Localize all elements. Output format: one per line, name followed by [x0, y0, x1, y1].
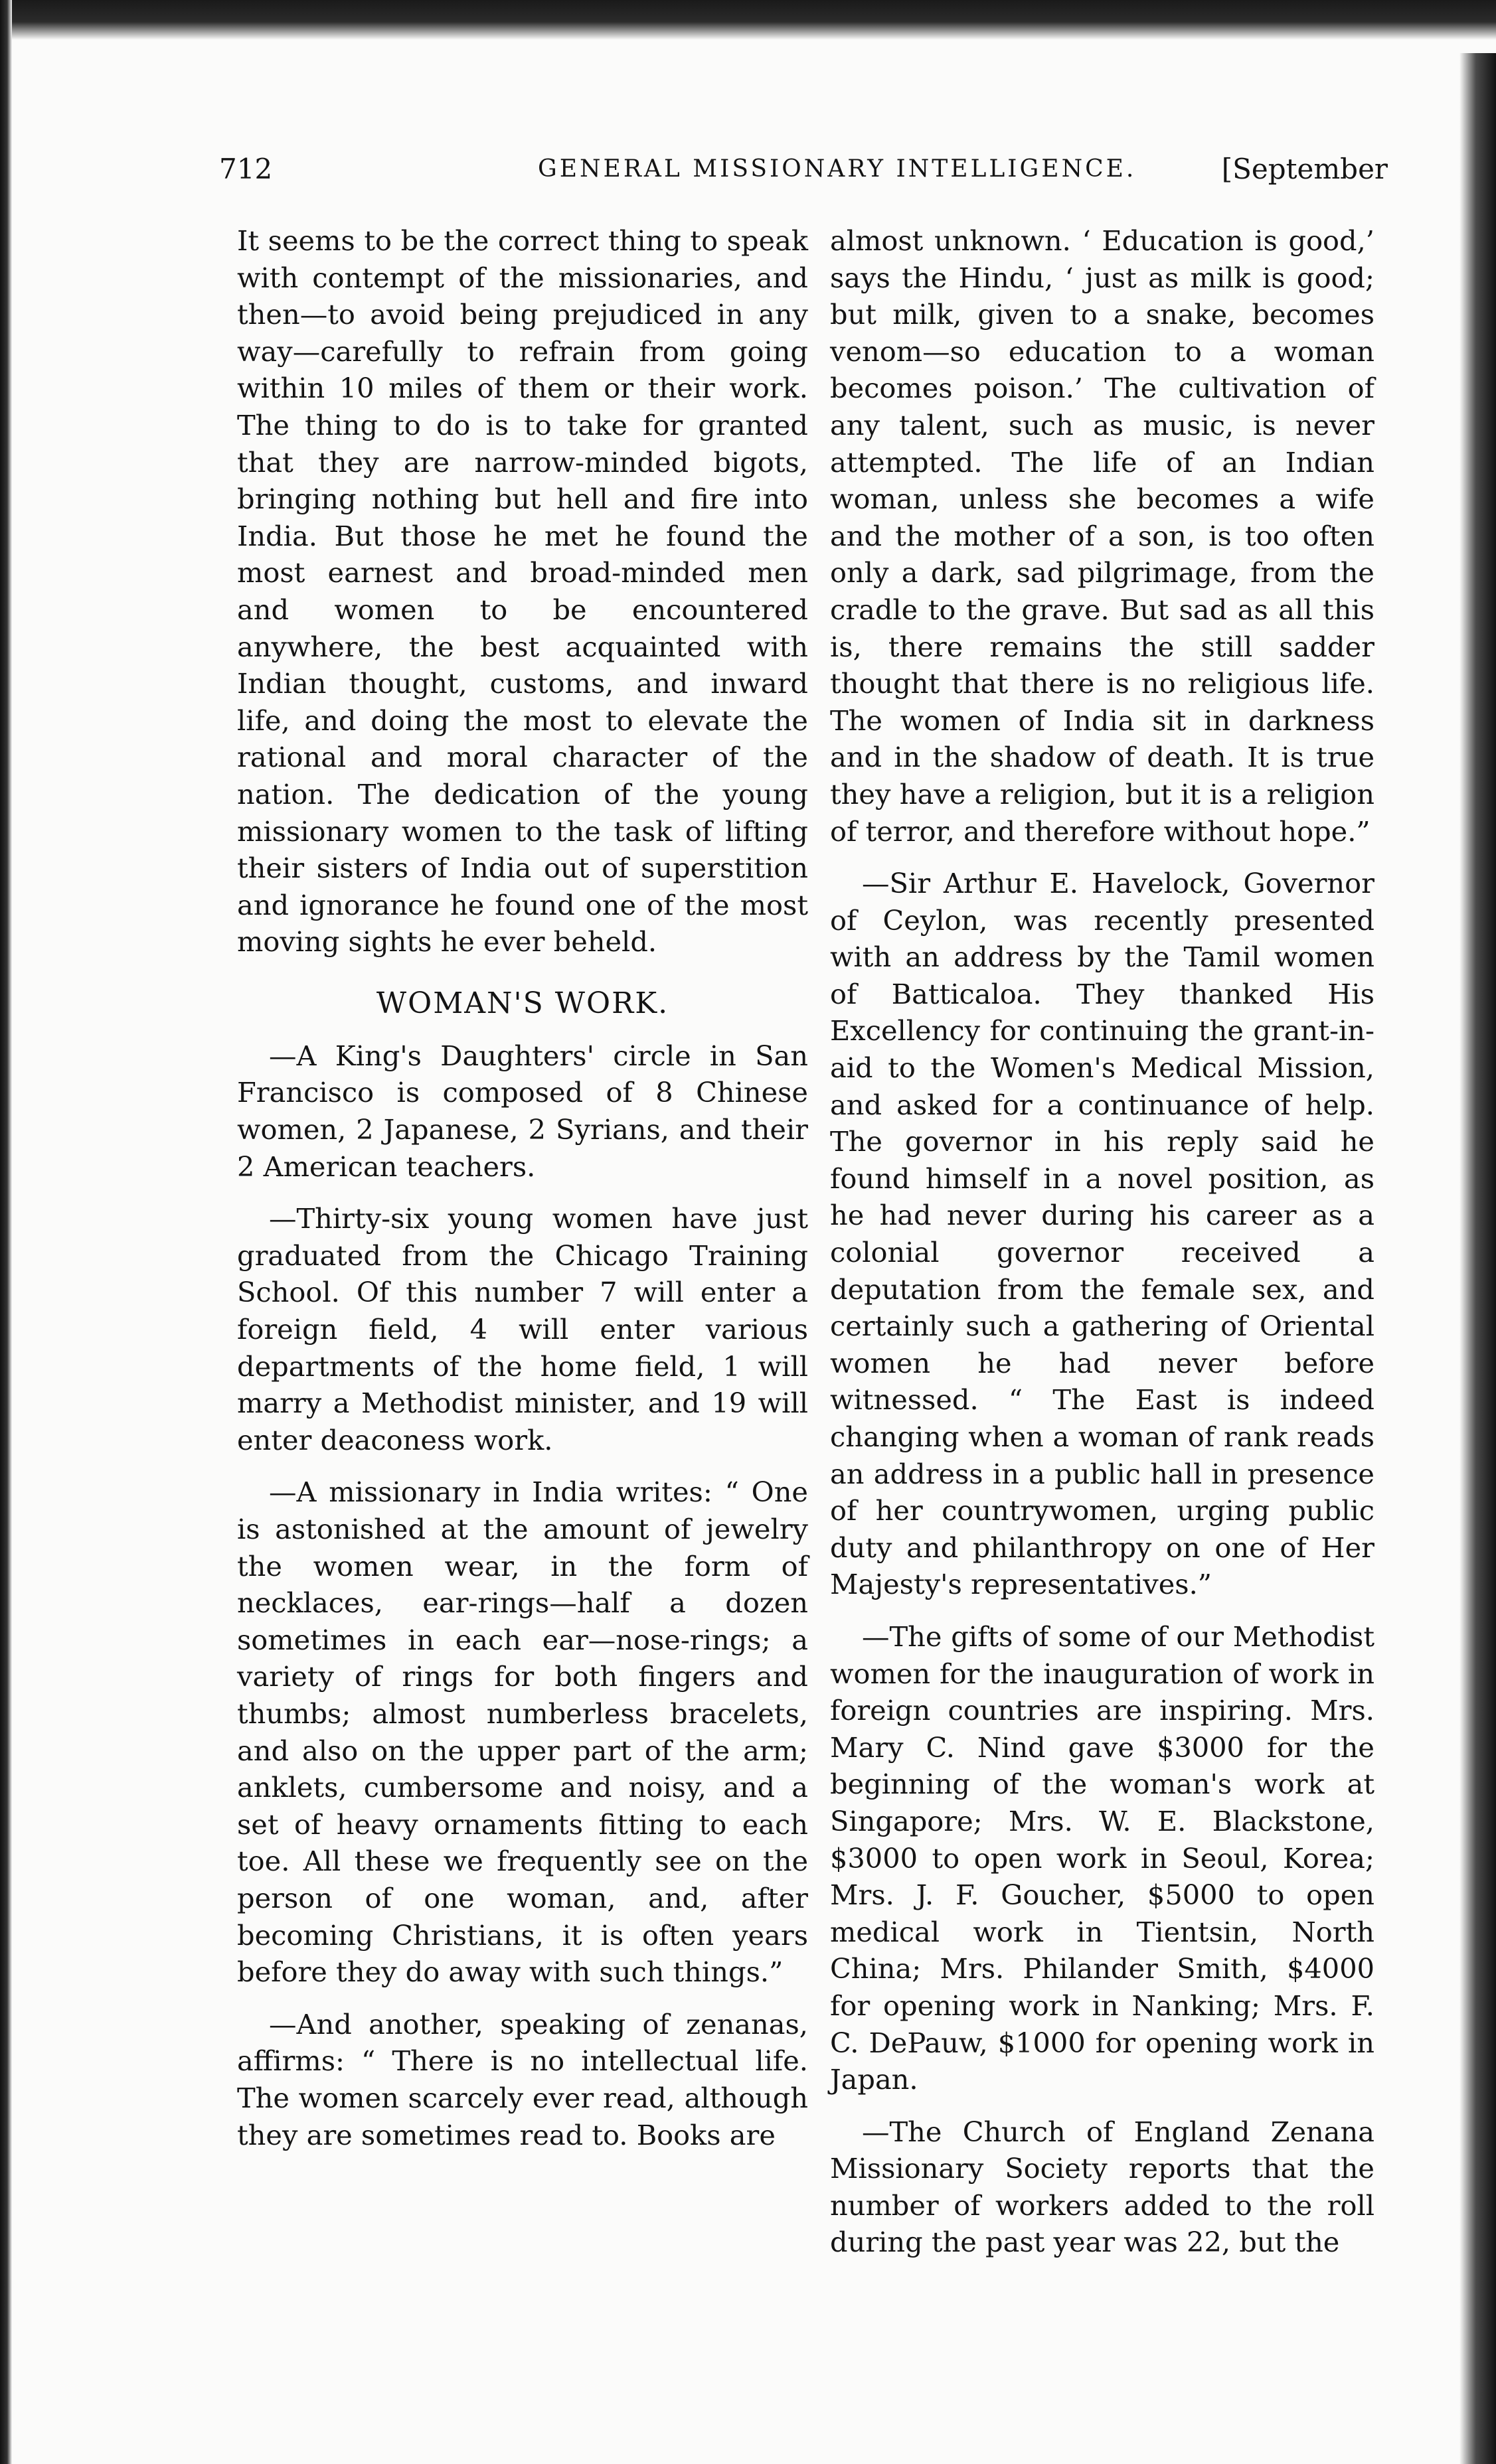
running-header	[219, 146, 1388, 193]
scan-shadow-left	[0, 0, 12, 2464]
running-title: GENERAL MISSIONARY INTELLIGENCE.	[538, 155, 1137, 183]
left-column	[237, 222, 808, 2169]
paragraph-zenanas: —And another, speaking of zenanas, affirms: “ There is no intellectual life. The women scarcely ever read, although they are sometimes read to. Books are	[237, 2007, 808, 2151]
right-column	[830, 222, 1374, 2276]
scan-shadow-top	[0, 0, 1496, 40]
paragraph-zenana-society: —The Church of England Zenana Missionary Society reports that the number of workers added to the roll during the past year was 22, but the	[830, 2115, 1374, 2259]
paragraph-jewelry: —A missionary in India writes: “ One is astonished at the amount of jewelry the women wear, in the form of necklaces, ear-rings—half a dozen sometimes in each ear—nose-rings; a variety of rings for both fingers and thumbs; almost numberless bracelets, and also on the upper part of the arm; anklets, cumbersome and noisy, and a set of heavy ornaments fitting to each toe. All these we frequently see on the person of one woman, and, after becoming Christians, it is often years before they do away with such things.”	[237, 1476, 808, 1989]
paragraph-zenanas-continued: almost unknown. ‘ Education is good,’ says the Hindu, ‘ just as milk is good; but milk, given to a snake, becomes venom—so education to a woman becomes poison.’ The cultivation of any talent, such as music, is never attempted. The life of an Indian woman, unless she becomes a wife and the mother of a son, is too often only a dark, sad pilgrimage, from the cradle to the grave. But sad as all this is, there remains the still sadder thought that there is no religious life. The women of India sit in darkness and in the shadow of death. It is true they have a religion, but it is a religion of terror, and therefore without hope.”	[830, 224, 1374, 848]
scan-shadow-right	[1459, 53, 1496, 2464]
page-number: 712	[219, 153, 273, 185]
paragraph-havelock: —Sir Arthur E. Havelock, Governor of Ceylon, was recently presented with an address by the Tamil women of Batticaloa. They thanked His Excellency for continuing the grant-in-aid to the Women's Medical Mission, and asked for a continuance of help. The governor in his reply said he found himself in a novel position, as he had never during his career as a colonial governor received a deputation from the female sex, and certainly such a gathering of Oriental women he had never before witnessed. “ The East is indeed changing when a woman of rank reads an address in a public hall in presence of her countrywomen, urging public duty and philanthropy on one of Her Majesty's representatives.”	[830, 867, 1374, 1601]
paragraph-intro: It seems to be the correct thing to speak with contempt of the missionaries, and then—to avoid being prejudiced in any way—carefully to refrain from going within 10 miles of them or their work. The thing to do is to take for granted that they are narrow-minded bigots, bringing nothing but hell and fire into India. But those he met he found the most earnest and broad-minded men and women to be encountered anywhere, the best acquainted with Indian thought, customs, and inward life, and doing the most to elevate the rational and moral character of the nation. The dedication of the young missionary women to the task of lifting their sisters of India out of superstition and ignorance he found one of the most moving sights he ever beheld.	[237, 224, 808, 959]
paragraph-methodist-gifts: —The gifts of some of our Methodist women for the inauguration of work in foreign countries are inspiring. Mrs. Mary C. Nind gave $3000 for the beginning of the woman's work at Singapore; Mrs. W. E. Blackstone, $3000 to open work in Seoul, Korea; Mrs. J. F. Goucher, $5000 to open medical work in Tientsin, North China; Mrs. Philander Smith, $4000 for opening work in Nanking; Mrs. F. C. DePauw, $1000 for opening work in Japan.	[830, 1620, 1374, 2096]
paragraph-chicago-training-school: —Thirty-six young women have just graduated from the Chicago Training School. Of this number 7 will enter a foreign field, 4 will enter various departments of the home field, 1 will marry a Methodist minister, and 19 will enter deaconess work.	[237, 1202, 808, 1456]
section-heading: WOMAN'S WORK.	[376, 986, 669, 1020]
paragraph-kings-daughters: —A King's Daughters' circle in San Francisco is composed of 8 Chinese women, 2 Japanese, 2 Syrians, and their 2 American teachers.	[237, 1039, 808, 1183]
issue-month: [September	[1221, 153, 1388, 185]
